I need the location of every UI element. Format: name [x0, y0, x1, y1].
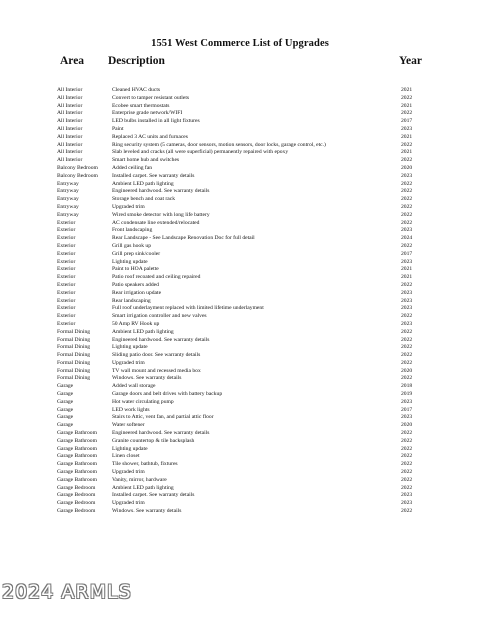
table-row: [0, 220, 480, 228]
cell-year: 2022: [401, 219, 413, 226]
cell-area: Exterior: [57, 274, 76, 281]
cell-year: 2022: [401, 461, 413, 468]
cell-year: 2022: [401, 469, 413, 476]
cell-area: Formal Dining: [57, 367, 91, 374]
table-row: [0, 110, 480, 118]
cell-area: Garage: [57, 406, 74, 413]
cell-year: 2022: [401, 188, 413, 195]
table-row: [0, 492, 480, 500]
cell-area: Garage Bathroom: [57, 461, 97, 468]
cell-area: Entryway: [57, 196, 79, 203]
table-row: [0, 391, 480, 399]
cell-year: 2023: [401, 258, 413, 265]
cell-year: 2023: [401, 297, 413, 304]
cell-area: Exterior: [57, 297, 76, 304]
cell-year: 2023: [401, 289, 413, 296]
table-row: [0, 321, 480, 329]
cell-area: Exterior: [57, 219, 76, 226]
table-row: [0, 188, 480, 196]
table-row: [0, 266, 480, 274]
cell-area: All Interior: [57, 133, 83, 140]
cell-area: All Interior: [57, 125, 83, 132]
cell-area: Exterior: [57, 305, 76, 312]
cell-year: 2023: [401, 125, 413, 132]
cell-year: 2022: [401, 336, 413, 343]
cell-area: All Interior: [57, 102, 83, 109]
table-row: [0, 251, 480, 259]
cell-area: Garage Bathroom: [57, 453, 97, 460]
cell-description: Ambient LED path lighting: [112, 180, 174, 187]
cell-description: TV wall mount and recessed media box: [112, 367, 201, 374]
cell-area: Entryway: [57, 188, 79, 195]
table-row: [0, 469, 480, 477]
cell-year: 2020: [401, 422, 413, 429]
cell-year: 2022: [401, 94, 413, 101]
cell-description: AC condensate line extended/relocated: [112, 219, 200, 226]
cell-year: 2023: [401, 492, 413, 499]
cell-area: Garage: [57, 391, 74, 398]
cell-description: Linen closet: [112, 453, 140, 460]
cell-description: Paint to HOA palette: [112, 266, 159, 273]
table-row: [0, 344, 480, 352]
cell-area: Exterior: [57, 250, 76, 257]
cell-year: 2017: [401, 406, 413, 413]
cell-year: 2022: [401, 242, 413, 249]
cell-description: Upgraded trim: [112, 203, 145, 210]
table-row: [0, 87, 480, 95]
cell-area: Exterior: [57, 281, 76, 288]
cell-description: Rear irrigation update: [112, 289, 162, 296]
table-row: [0, 407, 480, 415]
cell-area: Garage Bedroom: [57, 492, 96, 499]
cell-area: All Interior: [57, 149, 83, 156]
cell-area: Exterior: [57, 320, 76, 327]
cell-year: 2022: [401, 196, 413, 203]
cell-area: Formal Dining: [57, 328, 91, 335]
cell-area: Garage: [57, 383, 74, 390]
cell-area: Balcony Bedroom: [57, 172, 98, 179]
cell-description: Upgraded trim: [112, 359, 145, 366]
cell-description: Lighting update: [112, 258, 148, 265]
cell-description: Upgraded trim: [112, 469, 145, 476]
table-row: [0, 352, 480, 360]
cell-description: Full roof underlayment replaced with limited lifetime underlayment: [112, 305, 264, 312]
cell-year: 2024: [401, 235, 413, 242]
cell-year: 2022: [401, 203, 413, 210]
table-row: [0, 227, 480, 235]
cell-area: Garage Bathroom: [57, 469, 97, 476]
cell-description: Convert to tamper resistant outlets: [112, 94, 190, 101]
table-row: [0, 149, 480, 157]
table-row: [0, 243, 480, 251]
cell-area: Balcony Bedroom: [57, 164, 98, 171]
table-row: [0, 368, 480, 376]
table-row: [0, 485, 480, 493]
cell-area: Formal Dining: [57, 336, 91, 343]
cell-area: Garage Bathroom: [57, 430, 97, 437]
cell-description: LED work lights: [112, 406, 150, 413]
cell-description: Patio roof recoated and ceiling repaired: [112, 274, 201, 281]
table-row: [0, 313, 480, 321]
cell-area: Garage: [57, 414, 74, 421]
table-row: [0, 508, 480, 516]
cell-area: Exterior: [57, 235, 76, 242]
watermark: 2024 ARMLS: [2, 581, 132, 603]
cell-year: 2022: [401, 352, 413, 359]
table-row: [0, 157, 480, 165]
cell-description: Water softener: [112, 422, 145, 429]
column-header-year: Year: [399, 55, 422, 67]
cell-description: Rear landscaping: [112, 297, 151, 304]
table-row: [0, 360, 480, 368]
table-row: [0, 383, 480, 391]
table-row: [0, 414, 480, 422]
cell-description: 50 Amp RV Hook up: [112, 320, 160, 327]
cell-year: 2021: [401, 149, 413, 156]
cell-year: 2023: [401, 500, 413, 507]
cell-area: Formal Dining: [57, 375, 91, 382]
cell-year: 2021: [401, 87, 413, 93]
cell-description: Stairs to Attic, vent fan, and partial attic floor: [112, 414, 214, 421]
cell-area: All Interior: [57, 157, 83, 164]
cell-year: 2022: [401, 157, 413, 164]
table-row: [0, 461, 480, 469]
table-row: [0, 134, 480, 142]
table-row: [0, 305, 480, 313]
cell-area: All Interior: [57, 141, 83, 148]
cell-area: Garage Bathroom: [57, 437, 97, 444]
cell-description: Installed carpet. See warranty details: [112, 492, 195, 499]
cell-description: Patio speakers added: [112, 281, 159, 288]
cell-area: All Interior: [57, 94, 83, 101]
cell-year: 2017: [401, 118, 413, 125]
table-row: [0, 118, 480, 126]
cell-description: Front landscaping: [112, 227, 153, 234]
cell-year: 2023: [401, 172, 413, 179]
cell-year: 2023: [401, 398, 413, 405]
cell-area: Garage Bathroom: [57, 445, 97, 452]
cell-description: Ambient LED path lighting: [112, 484, 174, 491]
cell-description: Hot water circulating pump: [112, 398, 174, 405]
cell-area: Exterior: [57, 313, 76, 320]
cell-year: 2022: [401, 437, 413, 444]
table-row: [0, 126, 480, 134]
cell-year: 2023: [401, 305, 413, 312]
cell-area: Garage Bedroom: [57, 484, 96, 491]
cell-year: 2022: [401, 313, 413, 320]
cell-year: 2021: [401, 102, 413, 109]
cell-area: Garage: [57, 422, 74, 429]
cell-year: 2022: [401, 375, 413, 382]
table-row: [0, 95, 480, 103]
cell-year: 2021: [401, 274, 413, 281]
cell-year: 2022: [401, 281, 413, 288]
cell-area: Garage: [57, 398, 74, 405]
cell-area: Exterior: [57, 289, 76, 296]
cell-area: All Interior: [57, 110, 83, 117]
cell-year: 2020: [401, 164, 413, 171]
cell-description: Paint: [112, 125, 124, 132]
cell-year: 2022: [401, 359, 413, 366]
cell-year: 2022: [401, 141, 413, 148]
table-row: [0, 329, 480, 337]
cell-description: Vanity, mirror, hardware: [112, 476, 167, 483]
table-row: [0, 235, 480, 243]
cell-year: 2022: [401, 344, 413, 351]
cell-area: Exterior: [57, 266, 76, 273]
table-row: [0, 399, 480, 407]
cell-area: Formal Dining: [57, 359, 91, 366]
cell-year: 2019: [401, 391, 413, 398]
table-row: [0, 165, 480, 173]
cell-area: Exterior: [57, 242, 76, 249]
cell-area: Garage Bedroom: [57, 500, 96, 507]
cell-description: Ambient LED path lighting: [112, 328, 174, 335]
cell-area: Formal Dining: [57, 344, 91, 351]
cell-description: Tile shower, bathtub, fixtures: [112, 461, 178, 468]
table-row: [0, 375, 480, 383]
cell-year: 2023: [401, 227, 413, 234]
cell-description: Ecobee smart thermostats: [112, 102, 170, 109]
cell-description: Smart home hub and switches: [112, 157, 180, 164]
cell-description: Grill gas hook up: [112, 242, 151, 249]
cell-description: Rear Landscape - See Landscape Renovation Doc for full detail: [112, 235, 255, 242]
table-row: [0, 438, 480, 446]
document-title: 1551 West Commerce List of Upgrades: [151, 38, 329, 49]
cell-description: Granite countertop & tile backsplash: [112, 437, 195, 444]
cell-area: Garage Bathroom: [57, 476, 97, 483]
upgrades-table: [0, 87, 480, 516]
table-row: [0, 196, 480, 204]
cell-year: 2022: [401, 110, 413, 117]
cell-year: 2022: [401, 328, 413, 335]
cell-area: Formal Dining: [57, 352, 91, 359]
cell-description: Sliding patio door. See warranty details: [112, 352, 201, 359]
cell-description: LED bulbs installed in all light fixtures: [112, 118, 200, 125]
cell-year: 2020: [401, 367, 413, 374]
table-row: [0, 290, 480, 298]
column-header-area: Area: [60, 55, 85, 67]
cell-description: Engineered hardwood. See warranty details: [112, 430, 210, 437]
table-row: [0, 181, 480, 189]
cell-area: Exterior: [57, 227, 76, 234]
table-row: [0, 422, 480, 430]
table-row: [0, 453, 480, 461]
cell-description: Storage bench and coat rack: [112, 196, 176, 203]
cell-year: 2022: [401, 445, 413, 452]
table-row: [0, 274, 480, 282]
cell-description: Cleaned HVAC ducts: [112, 87, 161, 93]
cell-description: Garage doors and belt drives with battery backup: [112, 391, 223, 398]
cell-year: 2022: [401, 508, 413, 515]
table-row: [0, 337, 480, 345]
cell-description: Windows. See warranty details: [112, 508, 182, 515]
cell-area: All Interior: [57, 87, 83, 93]
cell-description: Added wall storage: [112, 383, 156, 390]
cell-area: Entryway: [57, 180, 79, 187]
cell-year: 2022: [401, 211, 413, 218]
cell-year: 2021: [401, 133, 413, 140]
cell-year: 2022: [401, 453, 413, 460]
cell-area: All Interior: [57, 118, 83, 125]
cell-area: Garage Bedroom: [57, 508, 96, 515]
cell-description: Added ceiling fan: [112, 164, 153, 171]
cell-year: 2022: [401, 180, 413, 187]
cell-description: Engineered hardwood. See warranty details: [112, 188, 210, 195]
cell-description: Ring security system (5 cameras, door sensors, motion sensors, door locks, garage control, etc.): [112, 141, 326, 148]
cell-description: Wired smoke detector with long life battery: [112, 211, 210, 218]
cell-year: 2022: [401, 430, 413, 437]
cell-year: 2022: [401, 476, 413, 483]
table-row: [0, 173, 480, 181]
table-row: [0, 477, 480, 485]
cell-year: 2022: [401, 484, 413, 491]
cell-year: 2021: [401, 266, 413, 273]
table-row: [0, 430, 480, 438]
table-row: [0, 500, 480, 508]
table-row: [0, 446, 480, 454]
table-row: [0, 282, 480, 290]
table-row: [0, 103, 480, 111]
cell-description: Upgraded trim: [112, 500, 145, 507]
table-row: [0, 204, 480, 212]
cell-area: Exterior: [57, 258, 76, 265]
cell-year: 2018: [401, 383, 413, 390]
cell-description: Installed carpet. See warranty details: [112, 172, 195, 179]
cell-description: Smart irrigation controller and new valves: [112, 313, 207, 320]
column-header-description: Description: [108, 55, 165, 67]
cell-description: Lighting update: [112, 344, 148, 351]
cell-year: 2017: [401, 250, 413, 257]
cell-description: Enterprise grade network/WIFI: [112, 110, 183, 117]
cell-description: Windows. See warranty details: [112, 375, 182, 382]
cell-year: 2023: [401, 320, 413, 327]
cell-area: Entryway: [57, 203, 79, 210]
cell-area: Entryway: [57, 211, 79, 218]
cell-description: Replaced 3 AC units and furnaces: [112, 133, 188, 140]
table-row: [0, 212, 480, 220]
cell-description: Grill prep sink/cooler: [112, 250, 161, 257]
cell-description: Slab leveled and cracks (all were superficial) permanently repaired with epoxy: [112, 149, 289, 156]
cell-year: 2023: [401, 414, 413, 421]
table-row: [0, 259, 480, 267]
cell-description: Engineered hardwood. See warranty details: [112, 336, 210, 343]
cell-description: Lighting update: [112, 445, 148, 452]
